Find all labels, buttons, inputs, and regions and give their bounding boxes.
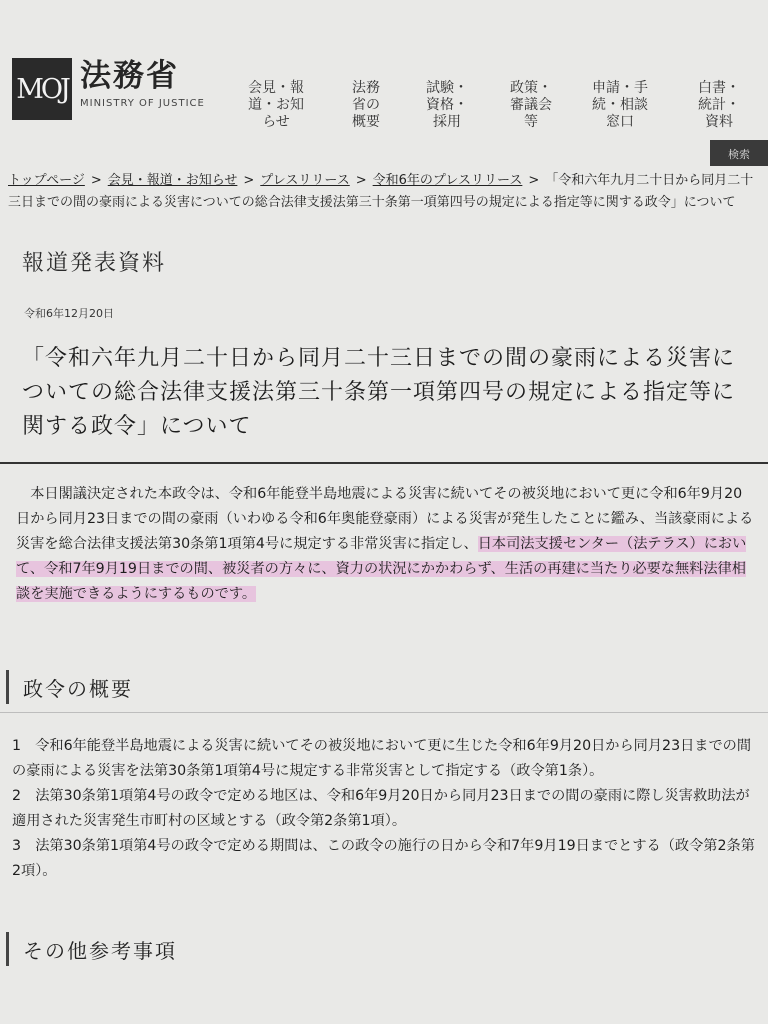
breadcrumb-separator: > xyxy=(528,173,540,188)
breadcrumb-link-press[interactable]: 会見・報道・お知らせ xyxy=(107,173,238,188)
other-heading xyxy=(6,932,177,966)
breadcrumb xyxy=(8,170,756,214)
overview-title: 政令の概要 xyxy=(23,676,133,701)
nav-item-policy[interactable]: 政策・ 審議会 等 xyxy=(510,80,552,130)
release-label: 報道発表資料 xyxy=(22,251,167,276)
logo-japanese: 法務省 xyxy=(80,58,179,94)
heading-bar xyxy=(6,670,9,704)
nav-item-whitepaper[interactable]: 白書・ 統計・ 資料 xyxy=(698,80,740,130)
body-text: 本日閣議決定された本政令は、令和6年能登半島地震による災害に続いてその被災地において更に令和6年9月20日から同月23日までの間の豪雨（いわゆる令和6年奥能登豪雨）による災害が発生したことに鑑み、当該豪雨による災害を総合法律支援法第30条第1項第4号に規定する非常災害に指定し、 xyxy=(16,486,754,552)
nav-item-press[interactable]: 会見・報 道・お知 らせ xyxy=(248,80,304,130)
search-button[interactable]: 検索 xyxy=(710,140,768,166)
breadcrumb-link-r6-releases[interactable]: 令和6年のプレスリリース xyxy=(372,173,523,188)
other-title: その他参考事項 xyxy=(23,938,177,963)
overview-list xyxy=(12,734,756,884)
heading-bar xyxy=(6,932,9,966)
list-item: 2 法第30条第1項第4号の政令で定める地区は、令和6年9月20日から同月23日までの間の豪雨に際し災害救助法が適用された災害発生市町村の区域とする（政令第2条第1項）。 xyxy=(12,788,750,829)
logo-text xyxy=(80,58,205,109)
nav-item-applications[interactable]: 申請・手 続・相談 窓口 xyxy=(592,80,648,130)
moj-logo-mark: MOJ xyxy=(12,58,72,120)
breadcrumb-link-top[interactable]: トップページ xyxy=(8,173,85,188)
breadcrumb-separator: > xyxy=(243,173,255,188)
body-paragraph xyxy=(16,482,756,607)
site-logo[interactable] xyxy=(12,58,205,120)
overview-divider xyxy=(0,712,768,713)
breadcrumb-separator: > xyxy=(355,173,367,188)
list-item: 1 令和6年能登半島地震による災害に続いてその被災地において更に生じた令和6年9月20日から同月23日までの間の豪雨による災害を法第30条第1項第4号に規定する非常災害として指定する（政令第1条）。 xyxy=(12,738,752,779)
body-text-highlighted: 日本司法支援センター（法テラス）において、令和7年9月19日までの間、被災者の方々に、資力の状況にかかわらず、生活の再建に当たり必要な無料法律相談を実施できるようにするものです。 xyxy=(16,536,747,602)
overview-heading xyxy=(6,670,133,704)
nav-item-exams[interactable]: 試験・ 資格・ 採用 xyxy=(426,80,468,130)
release-date: 令和6年12月20日 xyxy=(24,307,114,320)
breadcrumb-separator: > xyxy=(90,173,102,188)
global-nav xyxy=(240,80,768,140)
list-item: 3 法第30条第1項第4号の政令で定める期間は、この政令の施行の日から令和7年9月19日までとする（政令第2条第2項）。 xyxy=(12,838,755,879)
nav-item-about[interactable]: 法務 省の 概要 xyxy=(352,80,380,130)
breadcrumb-link-releases[interactable]: プレスリリース xyxy=(260,173,350,188)
title-divider xyxy=(0,462,768,464)
page-title: 「令和六年九月二十日から同月二十三日までの間の豪雨による災害についての総合法律支援法第三十条第一項第四号の規定による指定等に関する政令」について xyxy=(22,346,736,439)
breadcrumb-current: 「令和六年九月二十日から同月二十三日までの間の豪雨による災害についての総合法律支援法第三十条第一項第四号の規定による指定等に関する政令」について xyxy=(8,173,754,210)
logo-english: MINISTRY OF JUSTICE xyxy=(80,98,205,109)
